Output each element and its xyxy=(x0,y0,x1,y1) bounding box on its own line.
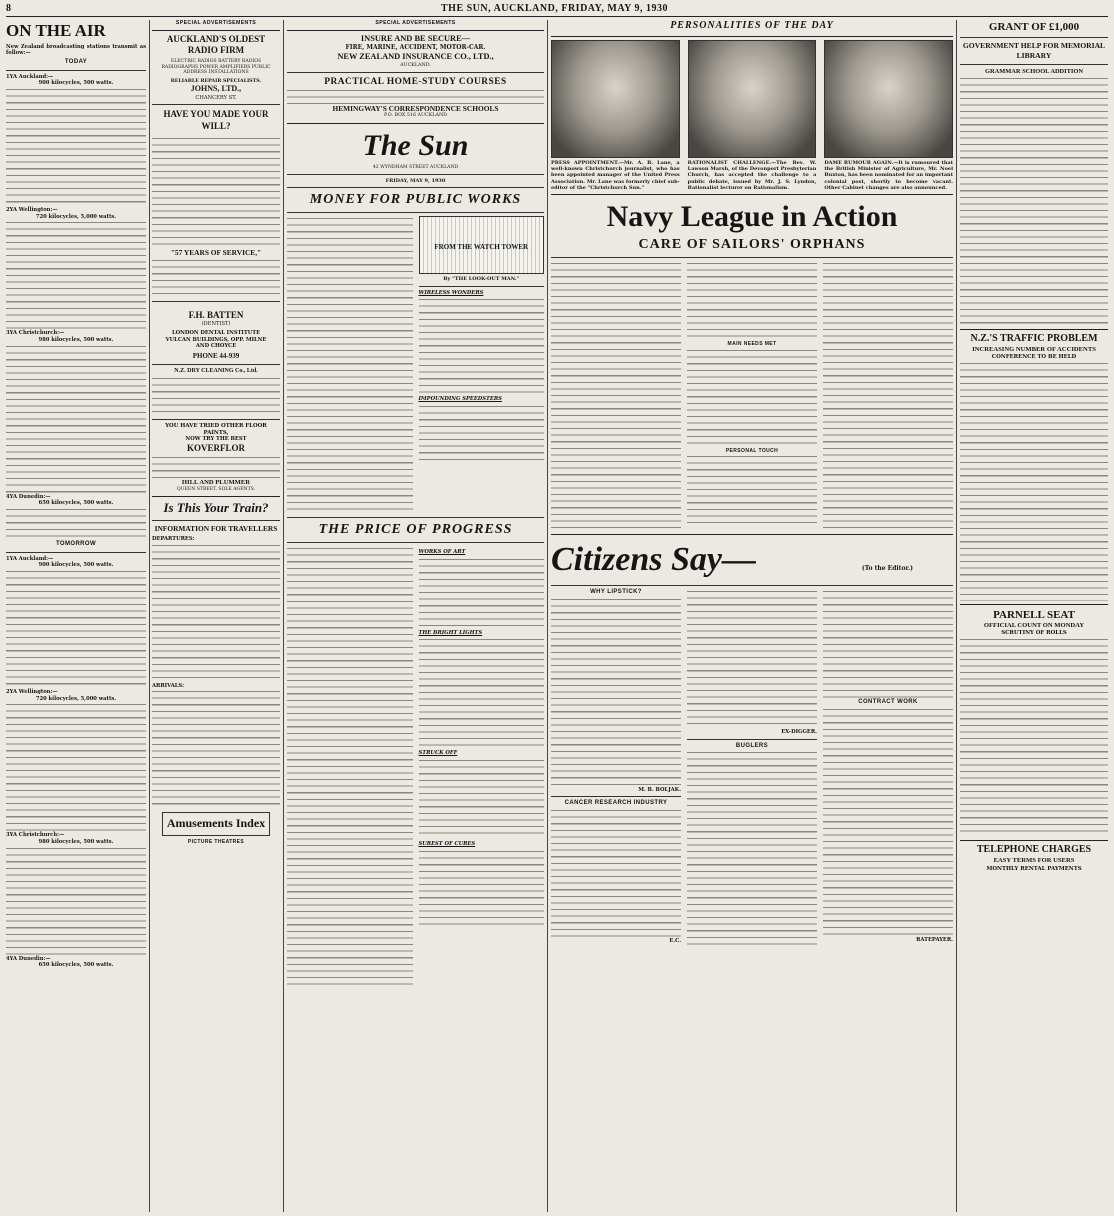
logo-address: 42 WYNDHAM STREET AUCKLAND xyxy=(372,164,459,170)
special-ads-label: SPECIAL ADVERTISEMENTS xyxy=(175,20,257,26)
body-text-block xyxy=(960,361,1108,601)
grammar-school: GRAMMAR SCHOOL ADDITION xyxy=(985,67,1083,75)
right-column xyxy=(960,20,1108,1212)
body-text-block xyxy=(6,87,146,207)
telephone-sub: EASY TERMS FOR USERS xyxy=(993,857,1075,865)
news-section: PERSONALITIES OF THE DAY PRESS APPOINTMENT.—Mr. A. B. Lane, a well-known Christchurch journalist, who has been appointed manager of the United Press Association. Mr. Lane was formerly chief sub-editor of the "Christchurch Sun." RATIONALIST CHALLENGE.—The Rev. W. Lawson Marsh, of the Devonport Presbyterian Church, has accepted the challenge to a public debate, issued by Mr. J. S. Lyndon, Rationalist lecturer on Rationalism. DAME RUMOUR AGAIN.—It is rumoured that the British Minister of Agriculture, Mr. Noel Buxton, has been nominated for an important colonial post, shortly to become vacant. Other Cabinet changes are also announced. Navy League in Action CARE OF SAILORS' ORPHANS MAIN NEEDS MET PERSONAL TOUCH Citizens Say— (To the Editor.) WHY LIPSTICK? M. B. BOLJAK. CANCER RESEARCH INDUSTRY E.C. EX-DIGGER. BUGLERS CONTRACT WORK RATEPAYER. xyxy=(551,20,953,1212)
portrait-caption: RATIONALIST CHALLENGE.—The Rev. W. Lawson Marsh, of the Devonport Presbyterian Church, has accepted the challenge to a public debate, issued by Mr. J. S. Lyndon, Rationalist lecturer on Rationalism. xyxy=(687,159,817,191)
date-line: FRIDAY, MAY 9, 1930 xyxy=(385,177,446,184)
body-text-block xyxy=(152,543,280,683)
hemingway-schools: HEMINGWAY'S CORRESPONDENCE SCHOOLS xyxy=(332,103,499,113)
body-text-block xyxy=(6,569,146,689)
body-text-block xyxy=(6,846,146,956)
body-text-block xyxy=(152,689,280,809)
will-heading: HAVE YOU MADE YOUR WILL? xyxy=(163,109,269,131)
on-the-air-heading: ON THE AIR xyxy=(6,21,106,40)
grant-heading: GRANT OF £1,000 xyxy=(988,21,1080,33)
editorial-heading-2: THE PRICE OF PROGRESS xyxy=(318,522,513,538)
body-text-block xyxy=(6,702,146,832)
conference-label: CONFERENCE TO BE HELD xyxy=(991,353,1077,360)
body-text-block xyxy=(687,589,817,729)
page-number: 8 xyxy=(6,3,11,15)
picture-theatres: PICTURE THEATRES xyxy=(187,838,245,845)
station-block: 4YA Dunedin:— 650 kilocycles, 500 watts. xyxy=(6,494,146,537)
body-text-block xyxy=(152,258,280,298)
years-service: "57 YEARS OF SERVICE," xyxy=(170,248,262,258)
body-text-block xyxy=(419,297,545,393)
editorial-section: SPECIAL ADVERTISEMENTS INSURE AND BE SECURE— FIRE, MARINE, ACCIDENT, MOTOR-CAR. NEW ZEALAND INSURANCE CO., LTD., AUCKLAND. PRACTICAL HOME-STUDY COURSES HEMINGWAY'S CORRESPONDENCE SCHOOLS P.O. BOX 516 AUCKLAND The Sun 42 WYNDHAM STREET AUCKLAND FRIDAY, MAY 9, 1930 MONEY FOR PUBLIC WORKS FROM THE WATCH TOWER By "THE LOOK-OUT MAN." WIRELESS WONDERS IMPOUNDING SPEEDSTERS THE PRICE OF PROGRESS WORKS OF ART THE BRIGHT LIGHTS STRUCK OFF SUREST OF CURES xyxy=(287,20,544,1212)
personalities-heading: PERSONALITIES OF THE DAY xyxy=(670,20,834,31)
body-text-block xyxy=(551,261,681,531)
travellers-heading: INFORMATION FOR TRAVELLERS xyxy=(154,523,278,533)
body-text-block xyxy=(687,454,817,524)
portrait-photo xyxy=(688,40,817,158)
body-text-block xyxy=(687,348,817,448)
grant-sub: GOVERNMENT HELP FOR MEMORIAL LIBRARY xyxy=(962,41,1106,60)
on-the-air-intro: New Zealand broadcasting stations transmit as follow:— xyxy=(6,43,146,57)
station-block: 2YA Wellington:— 720 kilocycles, 5,000 watts. xyxy=(6,207,146,330)
traffic-sub: INCREASING NUMBER OF ACCIDENTS xyxy=(972,345,1096,353)
body-text-block xyxy=(687,750,817,950)
station-block: 3YA Christchurch:— 980 kilocycles, 500 watts. xyxy=(6,832,146,955)
body-text-block xyxy=(687,261,817,341)
ads-column: SPECIAL ADVERTISEMENTS AUCKLAND'S OLDEST RADIO FIRM ELECTRIC RADIOS BATTERY RADIOS RADIOGRAPHS POWER AMPLIFIERS PUBLIC ADDRESS INSTALLATIONS RELIABLE REPAIR SPECIALISTS. JOHNS, LTD., CHANCERY ST. HAVE YOU MADE YOUR WILL? "57 YEARS OF SERVICE," F.H. BATTEN (DENTIST) LONDON DENTAL INSTITUTE VULCAN BUILDINGS, OPP. MILNE AND CHOYCE PHONE 44-939 N.Z. DRY CLEANING Co., Ltd. YOU HAVE TRIED OTHER FLOOR PAINTS, NOW TRY THE BEST KOVERFLOR HILL AND PLUMMER QUEEN STREET, SOLE AGENTS. Is This Your Train? INFORMATION FOR TRAVELLERS DEPARTURES: ARRIVALS: Amusements Index PICTURE THEATRES xyxy=(152,20,280,1212)
body-text-block xyxy=(823,589,953,699)
station-block: 1YA Auckland:— 900 kilocycles, 500 watts. xyxy=(6,74,146,207)
radio-firm-title: AUCKLAND'S OLDEST RADIO FIRM xyxy=(166,33,266,56)
tomorrow-label: TOMORROW xyxy=(55,540,97,547)
navy-subheading: CARE OF SAILORS' ORPHANS xyxy=(638,237,866,253)
parnell-sub: OFFICIAL COUNT ON MONDAY xyxy=(983,621,1085,629)
body-text-block xyxy=(287,546,413,986)
body-text-block xyxy=(6,220,146,330)
watch-tower-illustration xyxy=(419,216,545,274)
home-study-heading: PRACTICAL HOME-STUDY COURSES xyxy=(324,76,507,87)
insurance-company: NEW ZEALAND INSURANCE CO., LTD., xyxy=(337,52,494,62)
today-label: TODAY xyxy=(64,59,88,66)
body-text-block xyxy=(823,261,953,531)
radio-firm-tag: RELIABLE REPAIR SPECIALISTS. xyxy=(170,78,262,85)
telephone-heading: TELEPHONE CHARGES xyxy=(976,844,1092,856)
batten-name: F.H. BATTEN xyxy=(188,309,244,320)
body-text-block xyxy=(152,455,280,479)
scrutiny-label: SCRUTINY OF ROLLS xyxy=(1001,630,1067,637)
citizens-sub: (To the Editor.) xyxy=(861,565,913,573)
body-text-block xyxy=(419,849,545,929)
station-block: 4YA Dunedin:— 650 kilocycles, 500 watts. xyxy=(6,955,114,969)
dry-cleaning: N.Z. DRY CLEANING Co., Ltd. xyxy=(174,367,258,374)
parnell-heading: PARNELL SEAT xyxy=(993,608,1075,621)
body-text-block xyxy=(6,507,146,537)
station-block: 2YA Wellington:— 720 kilocycles, 5,000 watts. xyxy=(6,689,146,832)
portrait-caption: DAME RUMOUR AGAIN.—It is rumoured that the British Minister of Agriculture, Mr. Noel Buxton, has been nominated for an important colonial post, shortly to become vacant. Other Cabinet changes are also announced. xyxy=(824,159,953,191)
body-text-block xyxy=(419,758,545,838)
editorial-heading-1: MONEY FOR PUBLIC WORKS xyxy=(309,192,522,208)
masthead xyxy=(6,3,1108,17)
portrait-photo xyxy=(824,40,953,158)
station-block: 3YA Christchurch:— 980 kilocycles, 500 watts. xyxy=(6,330,146,493)
watch-tower-title: FROM THE WATCH TOWER xyxy=(434,243,529,252)
station-block: 1YA Auckland:— 900 kilocycles, 500 watts. xyxy=(6,556,146,689)
radio-firm-address: CHANCERY ST. xyxy=(195,94,237,101)
traffic-heading: N.Z.'S TRAFFIC PROBLEM xyxy=(970,332,1098,344)
body-text-block xyxy=(152,136,280,248)
body-text-block xyxy=(152,376,280,416)
koverflor: KOVERFLOR xyxy=(186,443,245,454)
sun-logo: The Sun xyxy=(362,128,469,162)
body-text-block xyxy=(419,557,545,627)
body-text-block xyxy=(551,597,681,787)
radio-firm-name: JOHNS, LTD., xyxy=(190,84,242,94)
body-text-block xyxy=(6,344,146,494)
amusements-index: Amusements Index xyxy=(166,816,266,831)
body-text-block xyxy=(419,637,545,747)
watch-tower-byline: By "THE LOOK-OUT MAN." xyxy=(443,276,520,283)
body-text-block xyxy=(823,707,953,937)
navy-heading: Navy League in Action xyxy=(606,200,898,234)
body-text-block xyxy=(960,76,1108,326)
radio-firm-list: ELECTRIC RADIOS BATTERY RADIOS RADIOGRAPHS POWER AMPLIFIERS PUBLIC ADDRESS INSTALLATIONS xyxy=(161,58,271,76)
citizens-heading: Citizens Say— xyxy=(551,541,756,579)
hill-plummer: HILL AND PLUMMER xyxy=(181,478,251,486)
monthly-label: MONTHLY RENTAL PAYMENTS xyxy=(986,865,1082,872)
body-text-block xyxy=(287,216,413,514)
batten-phone: PHONE 44-939 xyxy=(192,351,240,360)
portrait-caption: PRESS APPOINTMENT.—Mr. A. B. Lane, a well-known Christchurch journalist, who has been appointed manager of the United Press Association. Mr. Lane was formerly chief sub-editor of the "Christchurch Sun." xyxy=(551,159,680,191)
portrait-photo xyxy=(551,40,680,158)
masthead-title: THE SUN, AUCKLAND, FRIDAY, MAY 9, 1930 xyxy=(441,3,668,15)
body-text-block xyxy=(960,637,1108,837)
body-text-block xyxy=(419,404,545,464)
body-text-block xyxy=(551,808,681,938)
on-the-air-column xyxy=(6,20,146,1212)
portrait-row xyxy=(551,40,953,191)
body-text-block xyxy=(287,88,544,104)
train-heading: Is This Your Train? xyxy=(163,499,269,515)
floor-ad-question: YOU HAVE TRIED OTHER FLOOR PAINTS, xyxy=(165,422,267,436)
insurance-top: INSURE AND BE SECURE— xyxy=(360,33,471,43)
